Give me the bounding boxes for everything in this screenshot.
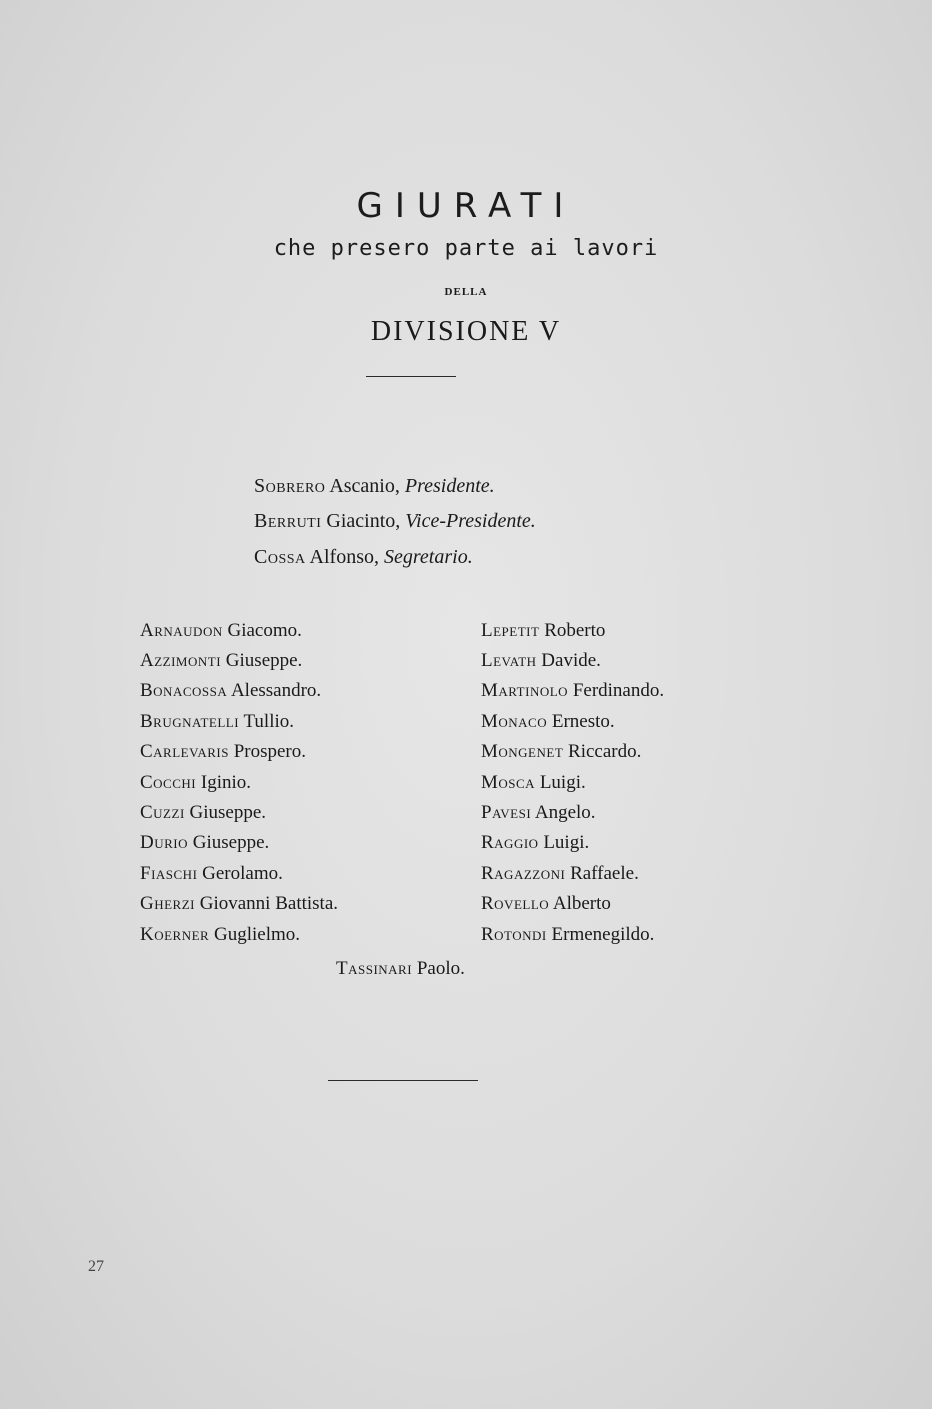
list-item [140,924,300,946]
della-label: DELLA [444,286,488,298]
member-given-name: Giuseppe. [192,832,270,853]
list-item [481,832,589,854]
bottom-divider [328,1080,478,1081]
member-given-name: Raffaele. [570,863,639,884]
member-surname: Mongenet [481,741,564,762]
officer-surname: Berruti [254,510,322,532]
officer-surname: Sobrero [254,475,326,497]
list-item [481,863,639,885]
member-surname: Cuzzi [140,802,185,823]
list-item [481,893,611,915]
list-item [140,832,269,854]
officer-given-name: Alfonso, [309,546,379,568]
member-surname: Pavesi [481,802,532,823]
officer-president [254,475,495,498]
officer-role: Presidente. [404,475,495,497]
member-surname: Azzimonti [140,650,222,671]
list-item [140,680,321,702]
list-item [140,650,302,672]
officer-secretary [254,546,473,569]
member-given-name: Gerolamo. [202,863,283,884]
member-surname: Levath [481,650,537,671]
member-given-name: Angelo. [534,802,596,823]
member-surname: Martinolo [481,680,569,701]
member-given-name: Alberto [552,893,611,914]
list-item [481,680,664,702]
officer-role: Segretario. [384,546,473,568]
member-surname: Brugnatelli [140,711,240,732]
member-given-name: Ernesto. [551,711,615,732]
list-item [140,863,283,885]
officer-given-name: Ascanio, [329,475,400,497]
member-given-name: Paolo. [416,958,465,979]
member-surname: Fiaschi [140,863,198,884]
member-given-name: Prospero. [233,741,307,762]
member-surname: Cocchi [140,772,197,793]
member-given-name: Alessandro. [230,680,322,701]
member-surname: Rovello [481,893,550,914]
member-surname: Durio [140,832,188,853]
member-surname: Arnaudon [140,620,223,641]
member-given-name: Giuseppe. [225,650,303,671]
page-subtitle: che presero parte ai lavori [273,236,659,261]
page-number: 27 [88,1258,104,1275]
member-given-name: Ferdinando. [572,680,665,701]
member-given-name: Luigi. [543,832,590,853]
member-surname: Bonacossa [140,680,228,701]
member-surname: Mosca [481,772,536,793]
list-item [140,741,306,763]
member-given-name: Giacomo. [227,620,302,641]
member-given-name: Giuseppe. [189,802,267,823]
list-item [140,772,251,794]
member-surname: Rotondi [481,924,547,945]
member-surname: Carlevaris [140,741,229,762]
member-surname: Raggio [481,832,539,853]
list-item [140,802,266,824]
division-heading: DIVISIONE V [370,316,562,347]
list-item [140,893,338,915]
list-item [481,620,605,642]
member-surname: Monaco [481,711,548,732]
officer-surname: Cossa [254,546,306,568]
member-surname: Ragazzoni [481,863,566,884]
officer-given-name: Giacinto, [326,510,401,532]
member-given-name: Roberto [544,620,606,641]
officer-role: Vice-Presidente. [405,510,536,532]
member-given-name: Tullio. [243,711,295,732]
member-surname: Tassinari [336,958,413,979]
member-given-name: Davide. [541,650,601,671]
member-given-name: Luigi. [539,772,586,793]
final-member [336,958,465,980]
member-given-name: Giovanni Battista. [199,893,339,914]
list-item [481,802,596,824]
list-item [140,620,302,642]
list-item [481,772,586,794]
list-item [481,924,654,946]
list-item [140,711,294,733]
page-title: GIURATI [356,186,576,226]
list-item [481,711,615,733]
member-given-name: Iginio. [200,772,252,793]
officer-vice-president [254,510,536,533]
member-given-name: Ermenegildo. [551,924,655,945]
list-item [481,650,601,672]
member-surname: Gherzi [140,893,195,914]
member-surname: Koerner [140,924,210,945]
member-surname: Lepetit [481,620,540,641]
list-item [481,741,641,763]
member-given-name: Guglielmo. [213,924,301,945]
top-divider [366,376,456,377]
member-given-name: Riccardo. [568,741,642,762]
